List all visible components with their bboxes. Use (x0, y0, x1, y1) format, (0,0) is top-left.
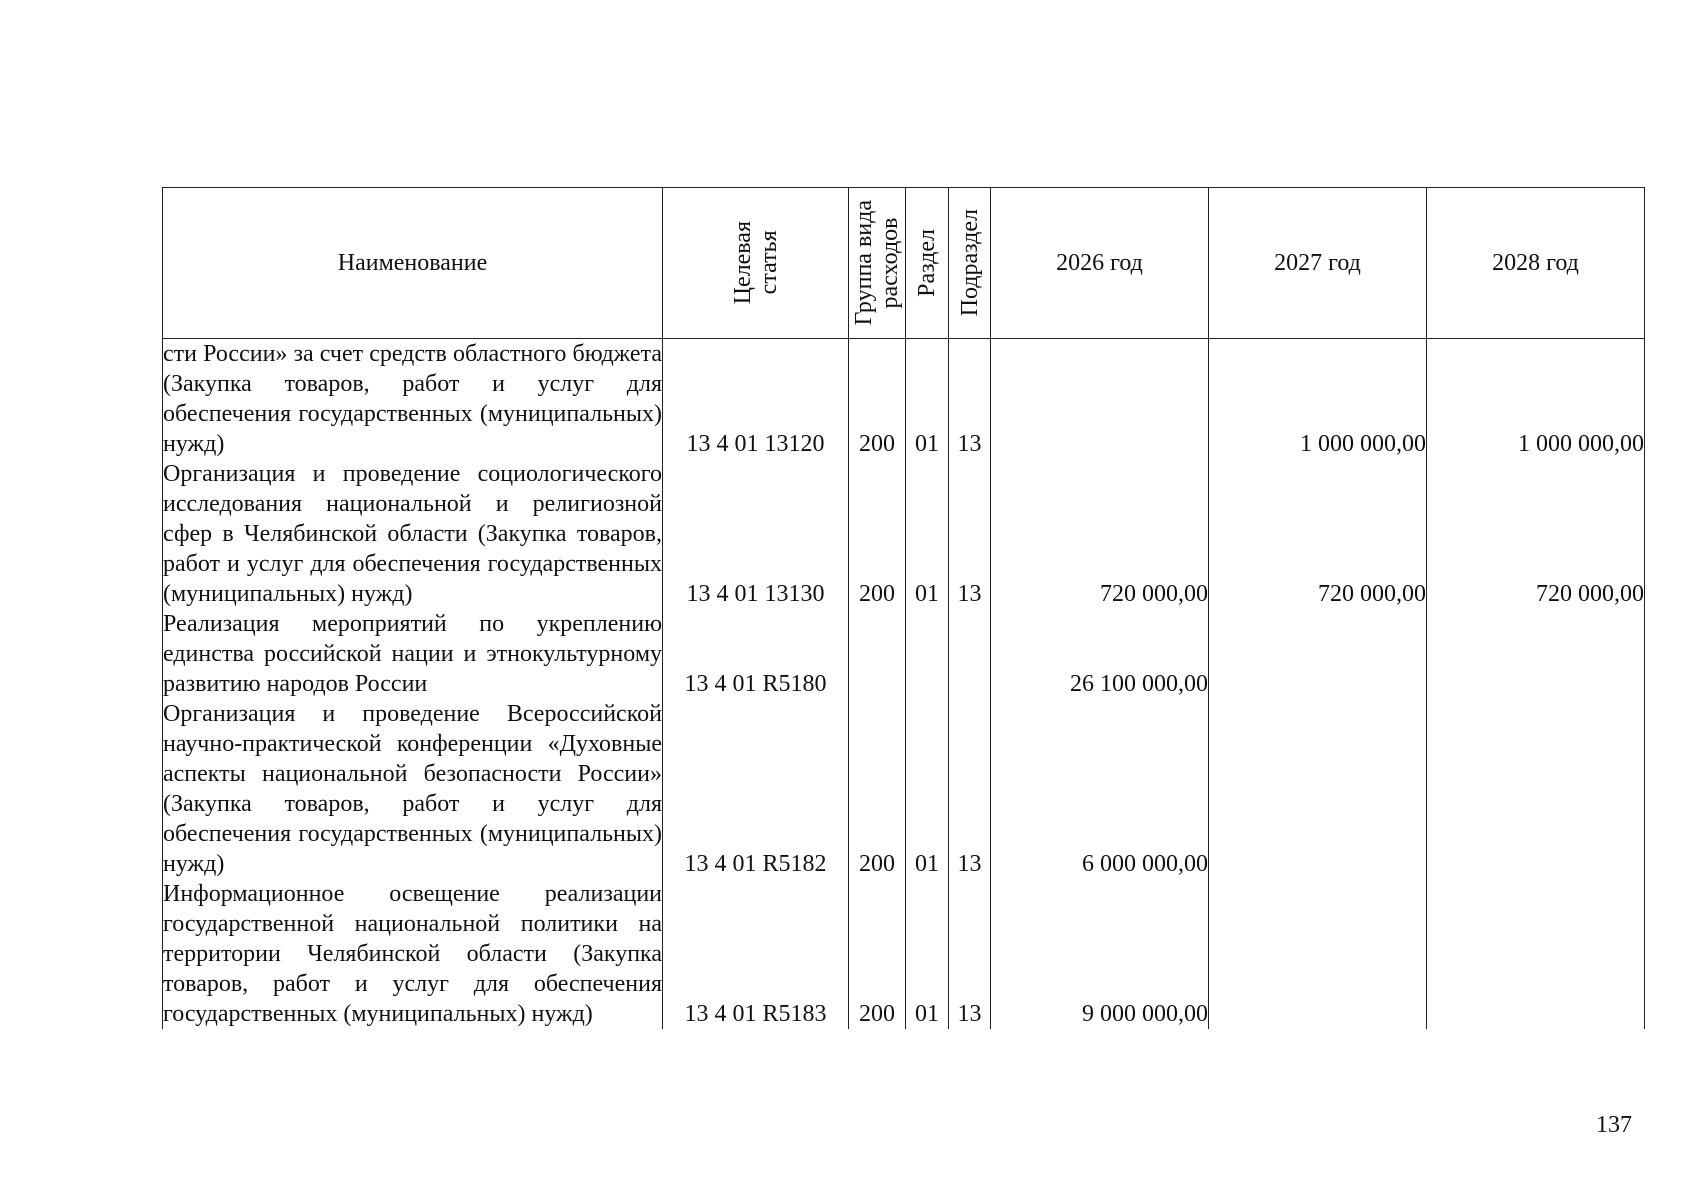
row-name: сти России» за счет средств областного бюджета (Закупка товаров, работ и услуг для обеспечения государственных (муниципальных) нужд) (163, 339, 663, 460)
table-row (163, 339, 1645, 460)
row-name: Организация и проведение Всероссийской научно-практической конференции «Духовные аспекты национальной безопасности России» (Закупка товаров, работ и услуг для обеспечения государственных (муниципальных) нужд) (163, 701, 662, 877)
row-subsection: 13 (949, 459, 991, 609)
row-group: 200 (849, 879, 906, 1029)
row-subsection: 13 (949, 339, 991, 460)
row-group: 200 (849, 459, 906, 609)
row-2028: 1 000 000,00 (1427, 339, 1645, 460)
row-subsection: 13 (949, 879, 991, 1029)
header-name: Наименование (163, 188, 663, 339)
row-2028 (1427, 699, 1645, 879)
row-target: 13 4 01 R5180 (663, 609, 849, 699)
table-row (163, 459, 1645, 609)
row-2027 (1209, 609, 1427, 699)
row-group: 200 (849, 339, 906, 460)
row-2026 (991, 339, 1209, 460)
row-2028: 720 000,00 (1427, 459, 1645, 609)
row-subsection (949, 609, 991, 699)
header-2027: 2027 год (1209, 188, 1427, 339)
row-target: 13 4 01 13120 (663, 339, 849, 460)
page-number: 137 (1596, 1112, 1632, 1138)
row-section: 01 (906, 879, 949, 1029)
budget-table (162, 187, 1645, 1029)
row-2028 (1427, 879, 1645, 1029)
header-section: Раздел (906, 188, 949, 339)
row-section: 01 (906, 459, 949, 609)
row-section: 01 (906, 339, 949, 460)
header-2028: 2028 год (1427, 188, 1645, 339)
row-target: 13 4 01 R5183 (663, 879, 849, 1029)
row-section (906, 609, 949, 699)
row-2026: 9 000 000,00 (991, 879, 1209, 1029)
table-header-row (163, 188, 1645, 339)
row-name: Информационное освещение реализации государственной национальной политики на территории Челябинской области (Закупка товаров, работ и услуг для обеспечения государственных (муниципальных) нужд) (163, 881, 662, 1027)
row-name: Организация и проведение социологического исследования национальной и религиозной сфер в Челябинской области (Закупка товаров, работ и услуг для обеспечения государственных (муниципальных) нужд) (163, 461, 662, 607)
row-2026: 720 000,00 (991, 459, 1209, 609)
row-2027 (1209, 879, 1427, 1029)
row-2027 (1209, 699, 1427, 879)
table-row (163, 609, 1645, 699)
row-name: Реализация мероприятий по укреплению единства российской нации и этнокультурному развитию народов России (163, 611, 662, 697)
header-2026: 2026 год (991, 188, 1209, 339)
row-section: 01 (906, 699, 949, 879)
row-group: 200 (849, 699, 906, 879)
row-2027: 720 000,00 (1209, 459, 1427, 609)
row-2026: 6 000 000,00 (991, 699, 1209, 879)
row-subsection: 13 (949, 699, 991, 879)
header-target: Целевая статья (663, 188, 849, 339)
row-2027: 1 000 000,00 (1209, 339, 1427, 460)
table-row (163, 879, 1645, 1029)
header-subsection: Подраздел (949, 188, 991, 339)
row-group (849, 609, 906, 699)
row-2026: 26 100 000,00 (991, 609, 1209, 699)
table-row (163, 699, 1645, 879)
header-group: Группа вида расходов (849, 188, 906, 339)
row-target: 13 4 01 13130 (663, 459, 849, 609)
row-2028 (1427, 609, 1645, 699)
row-target: 13 4 01 R5182 (663, 699, 849, 879)
